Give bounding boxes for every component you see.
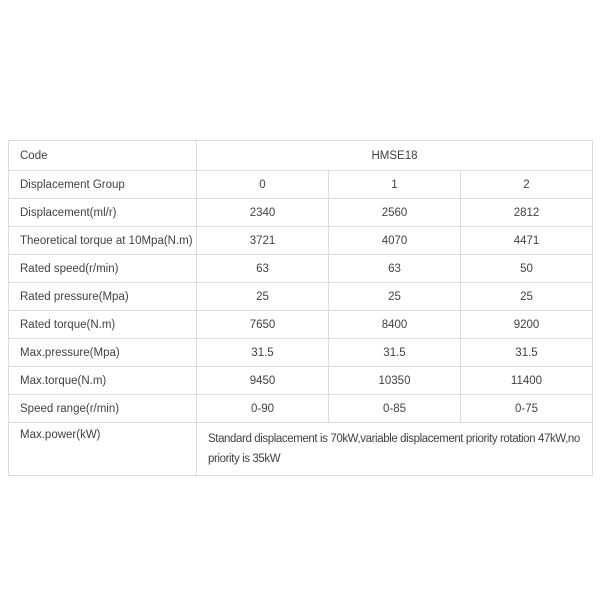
- table-row: [9, 171, 593, 199]
- row-value: 2340: [197, 199, 329, 227]
- row-value: 2: [461, 171, 593, 199]
- row-value: 0-75: [461, 395, 593, 423]
- row-value: 31.5: [197, 339, 329, 367]
- header-row: [9, 141, 593, 171]
- max-power-row: [9, 423, 593, 476]
- table-row: [9, 255, 593, 283]
- table-row: [9, 311, 593, 339]
- row-value: 2812: [461, 199, 593, 227]
- row-label: Theoretical torque at 10Mpa(N.m): [9, 227, 197, 255]
- row-label: Rated pressure(Mpa): [9, 283, 197, 311]
- table-row: [9, 367, 593, 395]
- row-label: Rated speed(r/min): [9, 255, 197, 283]
- spec-table-container: [8, 140, 592, 476]
- row-value: 9200: [461, 311, 593, 339]
- table-row: [9, 283, 593, 311]
- header-code-cell: Code: [9, 141, 197, 171]
- row-value: 2560: [329, 199, 461, 227]
- row-value: 1: [329, 171, 461, 199]
- row-value: 7650: [197, 311, 329, 339]
- row-value: 63: [197, 255, 329, 283]
- max-power-description: Standard displacement is 70kW,variable displacement priority rotation 47kW,no priority is 35kW: [197, 423, 593, 476]
- row-label: Max.torque(N.m): [9, 367, 197, 395]
- row-value: 63: [329, 255, 461, 283]
- max-power-label: Max.power(kW): [9, 423, 197, 476]
- row-value: 0-90: [197, 395, 329, 423]
- row-label: Rated torque(N.m): [9, 311, 197, 339]
- row-value: 9450: [197, 367, 329, 395]
- table-row: [9, 199, 593, 227]
- row-value: 25: [461, 283, 593, 311]
- row-value: 4471: [461, 227, 593, 255]
- row-value: 50: [461, 255, 593, 283]
- table-row: [9, 395, 593, 423]
- row-value: 8400: [329, 311, 461, 339]
- row-value: 11400: [461, 367, 593, 395]
- row-value: 4070: [329, 227, 461, 255]
- row-value: 31.5: [329, 339, 461, 367]
- row-value: 10350: [329, 367, 461, 395]
- spec-table: [8, 140, 593, 476]
- row-value: 31.5: [461, 339, 593, 367]
- table-row: [9, 339, 593, 367]
- table-row: [9, 227, 593, 255]
- row-label: Displacement Group: [9, 171, 197, 199]
- row-value: 25: [329, 283, 461, 311]
- row-value: 25: [197, 283, 329, 311]
- row-label: Speed range(r/min): [9, 395, 197, 423]
- row-label: Displacement(ml/r): [9, 199, 197, 227]
- row-value: 0-85: [329, 395, 461, 423]
- row-label: Max.pressure(Mpa): [9, 339, 197, 367]
- row-value: 3721: [197, 227, 329, 255]
- row-value: 0: [197, 171, 329, 199]
- header-model-cell: HMSE18: [197, 141, 593, 171]
